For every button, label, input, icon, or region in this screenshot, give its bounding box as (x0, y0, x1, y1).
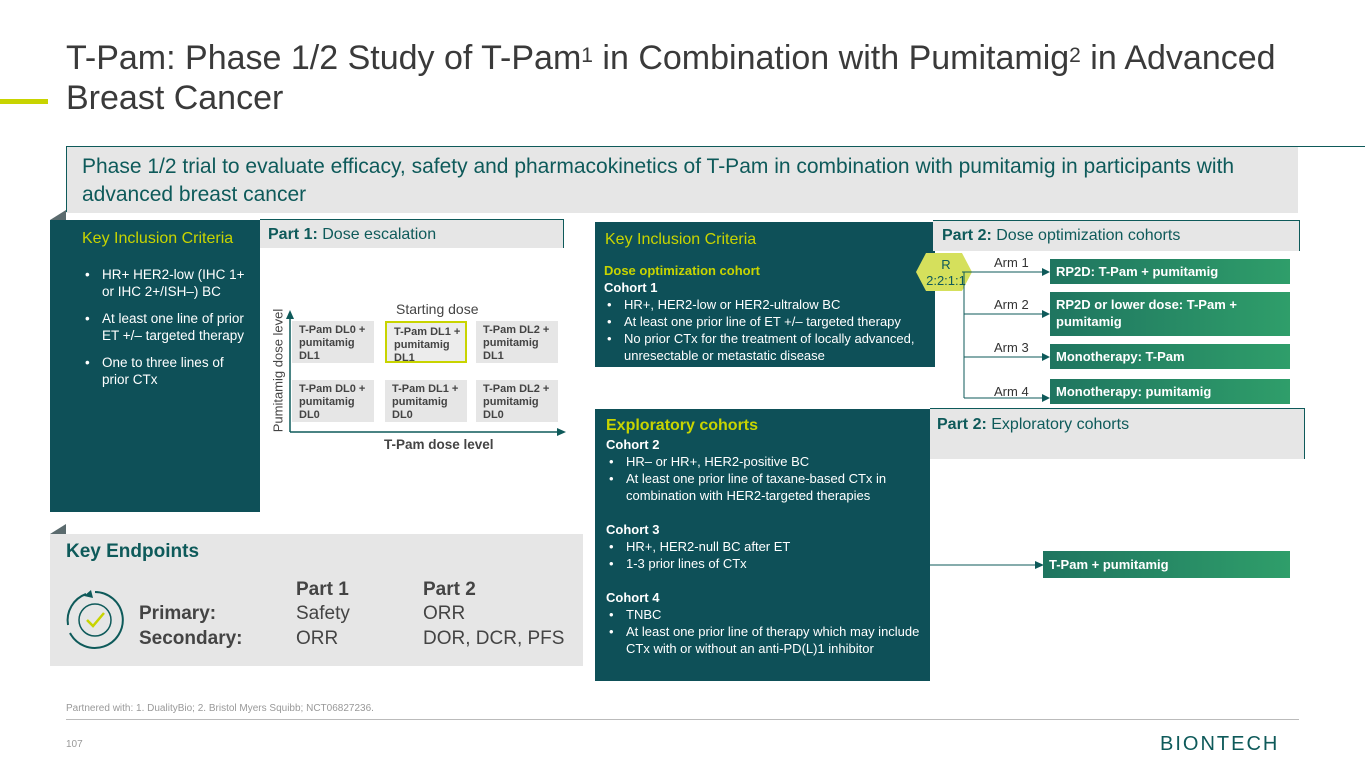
part2-header-text: Part 2: Dose optimization cohorts (942, 227, 1181, 244)
cohort2-criterion: • HR– or HR+, HER2-positive BC (606, 453, 924, 470)
secondary-part1-value: ORR (296, 628, 339, 649)
endpoints-title: Key Endpoints (66, 541, 200, 562)
part1-criterion: • At least one line of prior ET +/– targeted therapy (82, 310, 254, 344)
page-title: T-Pam: Phase 1/2 Study of T-Pam$^1$ in Combination with Pumitamig$^2$ in Advanced Breast Cancer (66, 39, 1276, 117)
key-endpoints-panel (50, 534, 583, 666)
x-axis-label: T-Pam dose level (384, 437, 494, 452)
arm-2-box: RP2D or lower dose: T-Pam + pumitamig (1050, 292, 1290, 336)
cohort4-name: Cohort 4 (606, 590, 660, 605)
page-number: 107 (66, 739, 83, 750)
part1-criterion: • HR+ HER2-low (IHC 1+ or IHC 2+/ISH–) BC (82, 266, 254, 300)
cohort1-criterion: • HR+, HER2-low or HER2-ultralow BC (604, 296, 929, 313)
part2-criteria-title: Key Inclusion Criteria (605, 231, 757, 248)
endpoints-part1-header: Part 1 (296, 579, 349, 600)
cohort2-criterion: • At least one prior line of taxane-based CTx in combination with HER2-targeted therapies (606, 470, 924, 504)
cohort3-criterion: • 1-3 prior lines of CTx (606, 555, 924, 572)
banner-border-left (66, 146, 67, 212)
arm-3-label: Arm 3 (994, 340, 1029, 355)
cohort1-criterion: • At least one prior line of ET +/– targeted therapy (604, 313, 929, 330)
cohort-type-label: Dose optimization cohort (604, 263, 760, 278)
randomization-label: R 2:2:1:1 (926, 257, 966, 288)
part1-header-text: Part 1: Dose escalation (268, 226, 437, 243)
banner-text: Phase 1/2 trial to evaluate efficacy, safety and pharmacokinetics of T-Pam in combination with pumitamig in participants with advanced breast cancer (82, 155, 1235, 206)
arm-1-label: Arm 1 (994, 255, 1029, 270)
fold-corner-icon (50, 210, 66, 220)
biontech-logo: BIONTECH (1160, 733, 1280, 755)
part1-criteria-title: Key Inclusion Criteria (82, 230, 234, 247)
cohort1-criterion: • No prior CTx for the treatment of locally advanced, unresectable or metastatic disease (604, 330, 929, 364)
part1-inclusion-criteria (50, 220, 260, 512)
exploratory-cohorts-panel (595, 409, 930, 681)
footnote: Partnered with: 1. DualityBio; 2. Bristol Myers Squibb; NCT06827236. (66, 703, 374, 714)
part2-exploratory-header-text: Part 2: Exploratory cohorts (937, 416, 1130, 433)
part2-exploratory-header (930, 408, 1305, 459)
part1-criterion: • One to three lines of prior CTx (82, 354, 254, 388)
dose-cell-dl1-dl0: T-Pam DL1 + pumitamig DL0 (385, 380, 467, 422)
exploratory-arrow (930, 558, 1046, 572)
arm-2-label: Arm 2 (994, 297, 1029, 312)
fold-corner-icon (50, 524, 66, 534)
banner-border-top (66, 146, 1365, 147)
dose-cell-dl2-dl1: T-Pam DL2 + pumitamig DL1 (476, 321, 558, 363)
title-accent-bar (0, 99, 48, 104)
exploratory-treatment-box: T-Pam + pumitamig (1043, 551, 1290, 578)
arm-1-box: RP2D: T-Pam + pumitamig (1050, 259, 1290, 284)
cohort2-name: Cohort 2 (606, 437, 660, 452)
footer-divider (66, 719, 1299, 720)
cohort3-criterion: • HR+, HER2-null BC after ET (606, 538, 924, 555)
y-axis-label: Pumitamig dose level (270, 308, 286, 433)
cohort4-criterion: • TNBC (606, 606, 924, 623)
cohort4-criterion: • At least one prior line of therapy which may include CTx with or without an anti-PD(L)1 inhibitor (606, 623, 924, 657)
secondary-label: Secondary: (139, 628, 243, 649)
cohort3-name: Cohort 3 (606, 522, 660, 537)
part1-header (260, 219, 564, 248)
secondary-part2-value: DOR, DCR, PFS (423, 628, 565, 649)
part2-inclusion-criteria (595, 222, 935, 367)
cohort1-name: Cohort 1 (604, 280, 658, 295)
part2-header (933, 220, 1300, 251)
arm-4-label: Arm 4 (994, 384, 1029, 399)
endpoints-part2-header: Part 2 (423, 579, 476, 600)
primary-label: Primary: (139, 603, 217, 624)
dose-cell-dl1-dl1-starting: T-Pam DL1 + pumitamig DL1 (385, 321, 467, 363)
dose-cell-dl0-dl0: T-Pam DL0 + pumitamig DL0 (292, 380, 374, 422)
dose-cell-dl2-dl0: T-Pam DL2 + pumitamig DL0 (476, 380, 558, 422)
checkmark-cycle-icon (64, 589, 126, 651)
dose-cell-dl0-dl1: T-Pam DL0 + pumitamig DL1 (292, 321, 374, 363)
arm-3-box: Monotherapy: T-Pam (1050, 344, 1290, 369)
arm-4-box: Monotherapy: pumitamig (1050, 379, 1290, 404)
primary-part1-value: Safety (296, 603, 350, 624)
primary-part2-value: ORR (423, 603, 466, 624)
starting-dose-label: Starting dose (396, 301, 479, 317)
exploratory-title: Exploratory cohorts (606, 417, 759, 434)
